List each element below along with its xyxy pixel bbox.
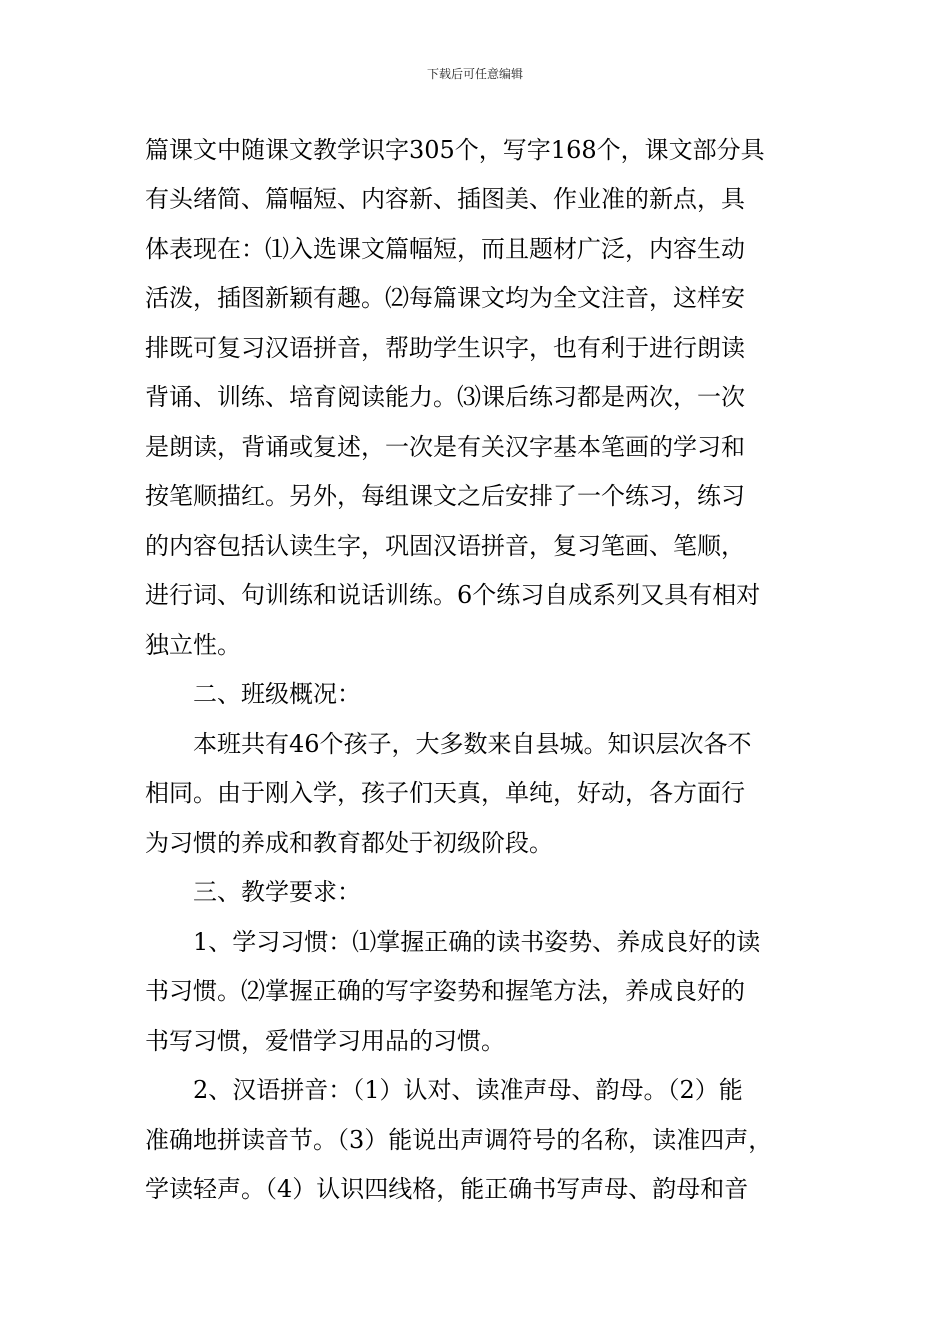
- text-line: 有头绪简、篇幅短、内容新、插图美、作业准的新点，具: [145, 185, 745, 213]
- text-line: 活泼，插图新颖有趣。⑵每篇课文均为全文注音，这样安: [145, 284, 745, 312]
- text-line: 相同。由于刚入学，孩子们天真，单纯，好动，各方面行: [145, 779, 745, 807]
- text-line: 书写习惯，爱惜学习用品的习惯。: [145, 1027, 505, 1055]
- text-line: 书习惯。⑵掌握正确的写字姿势和握笔方法，养成良好的: [145, 977, 745, 1005]
- text-line: 是朗读，背诵或复述，一次是有关汉字基本笔画的学习和: [145, 433, 745, 461]
- text-line: 排既可复习汉语拼音，帮助学生识字，也有利于进行朗读: [145, 334, 745, 362]
- section-heading: 三、教学要求：: [145, 878, 361, 906]
- text-line: 按笔顺描红。另外，每组课文之后安排了一个练习，练习: [145, 482, 745, 510]
- text-line: 1、学习习惯：⑴掌握正确的读书姿势、养成良好的读: [145, 928, 761, 956]
- text-line: 背诵、训练、培育阅读能力。⑶课后练习都是两次，一次: [145, 383, 745, 411]
- text-line: 本班共有46个孩子，大多数来自县城。知识层次各不: [145, 730, 752, 758]
- text-line: 进行词、句训练和说话训练。6个练习自成系列又具有相对: [145, 581, 761, 609]
- text-line: 体表现在：⑴入选课文篇幅短，而且题材广泛，内容生动: [145, 235, 745, 263]
- page-header: 下载后可任意编辑: [426, 67, 523, 81]
- text-line: 2、汉语拼音：（1）认对、读准声母、韵母。（2）能: [145, 1076, 743, 1104]
- text-line: 为习惯的养成和教育都处于初级阶段。: [145, 829, 553, 857]
- text-line: 准确地拼读音节。（3）能说出声调符号的名称，读准四声，: [145, 1126, 773, 1154]
- section-heading: 二、班级概况：: [145, 680, 361, 708]
- text-line: 篇课文中随课文教学识字305个，写字168个，课文部分具: [145, 136, 765, 164]
- text-line: 独立性。: [145, 631, 241, 659]
- text-line: 学读轻声。（4）认识四线格，能正确书写声母、韵母和音: [145, 1175, 749, 1203]
- text-line: 的内容包括认读生字，巩固汉语拼音，复习笔画、笔顺，: [145, 532, 745, 560]
